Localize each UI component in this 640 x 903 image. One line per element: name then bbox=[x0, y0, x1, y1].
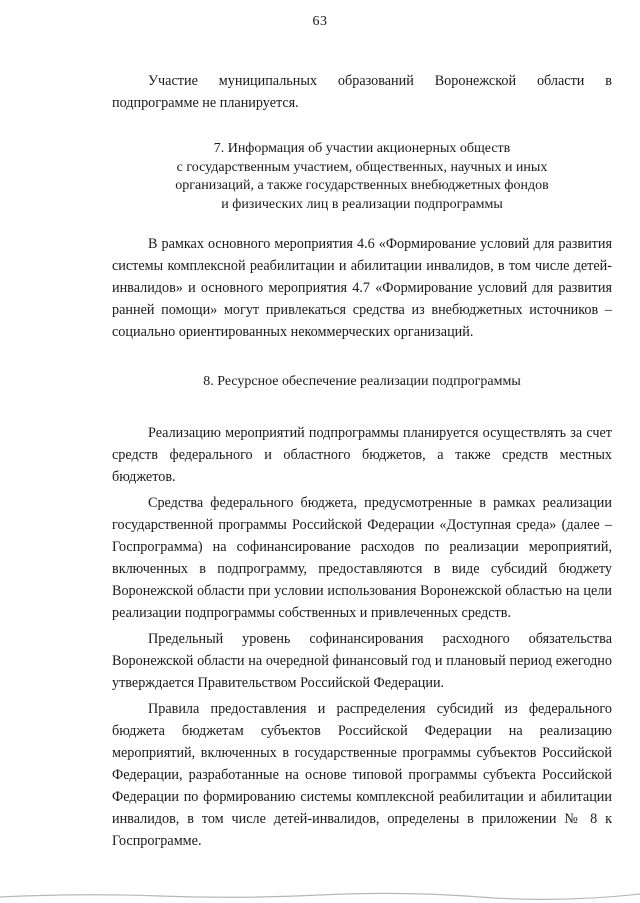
section-heading-7 bbox=[112, 140, 612, 214]
paragraph-funding-sources: Реализацию мероприятий подпрограммы планируется осуществлять за счет средств федерального и областного бюджетов, а также средств местных бюджетов. bbox=[112, 424, 612, 485]
paragraph-subsidy-rules: Правила предоставления и распределения субсидий из федерального бюджета бюджетам субъектов Российской Федерации на реализацию мероприятий, включенных в государственные программы субъектов Российской Федерации, разработанные на основе типовой программы субъекта Российской Федерации по формированию системы комплексной реабилитации и абилитации инвалидов, в том числе детей-инвалидов, определены в приложении № 8 к Госпрограмме. bbox=[112, 700, 612, 849]
section-heading-7-line-4: и физических лиц в реализации подпрограммы bbox=[221, 196, 503, 212]
paragraph-cofinancing-level: Предельный уровень софинансирования расходного обязательства Воронежской области на очередной финансовый год и плановый период ежегодно утверждается Правительством Российской Федерации. bbox=[112, 630, 612, 691]
paragraph-extrabudgetary-sources: В рамках основного мероприятия 4.6 «Формирование условий для развития системы комплексной реабилитации и абилитации инвалидов, в том числе детей-инвалидов» и основного мероприятия 4.7 «Формирование условий для развития ранней помощи» могут привлекаться средства из внебюджетных источников – социально ориентированных некоммерческих организаций. bbox=[112, 236, 612, 340]
section-heading-7-line-1: 7. Информация об участии акционерных обществ bbox=[213, 141, 511, 156]
document-body bbox=[112, 70, 612, 852]
paragraph-municipal-participation: Участие муниципальных образований Воронежской области в подпрограмме не планируется. bbox=[112, 73, 612, 111]
scan-edge-line bbox=[0, 888, 640, 903]
section-heading-7-line-2: с государственным участием, общественных, научных и иных bbox=[176, 159, 548, 175]
page-number: 63 bbox=[312, 14, 328, 29]
section-heading-7-line-3: организаций, а также государственных внебюджетных фондов bbox=[175, 178, 549, 193]
section-heading-8: 8. Ресурсное обеспечение реализации подпрограммы bbox=[203, 374, 521, 389]
paragraph-federal-budget: Средства федерального бюджета, предусмотренные в рамках реализации государственной программы Российской Федерации «Доступная среда» (далее – Госпрограмма) на софинансирование расходов по реализации мероприятий, включенных в подпрограмму, предоставляются в виде субсидий бюджету Воронежской области при условии использования Воронежской областью на цели реализации подпрограммы собственных и привлеченных средств. bbox=[112, 494, 612, 621]
